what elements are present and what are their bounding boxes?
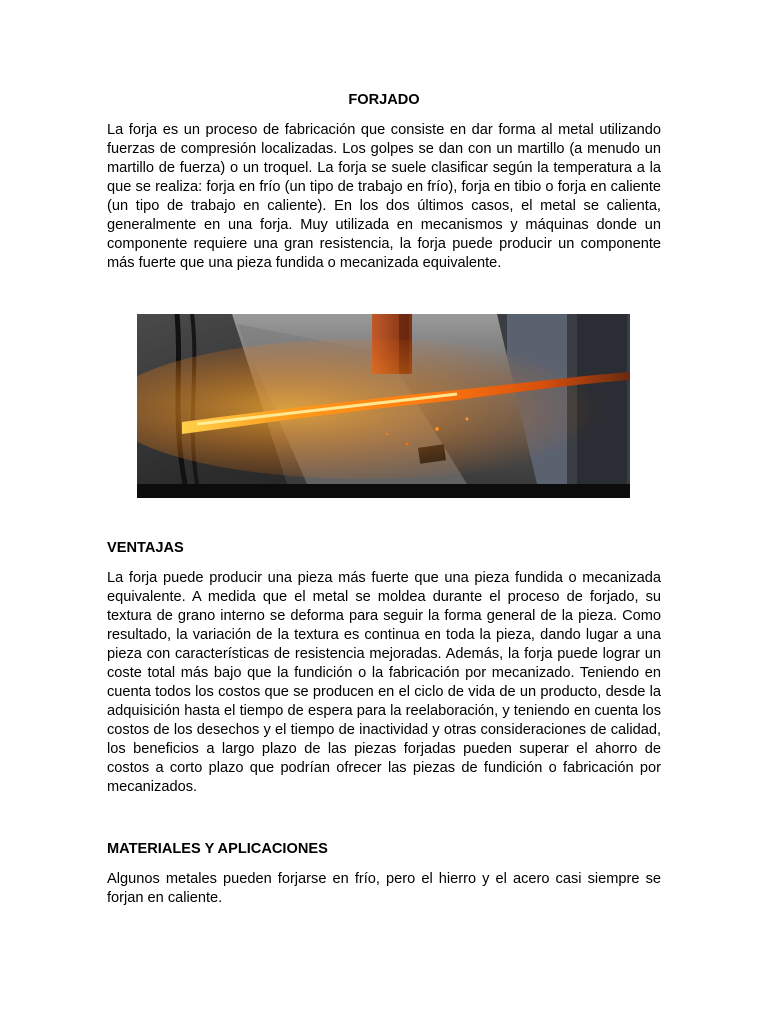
forging-photo [137,314,630,498]
forging-photo-graphic [137,314,630,498]
section-heading-materiales: MATERIALES Y APLICACIONES [107,841,328,857]
intro-paragraph: La forja es un proceso de fabricación que consiste en dar forma al metal utilizando fuerzas de compresión localizadas. Los golpes se dan con un martillo (a menudo un martillo de fuerza) o un troquel. La forja se suele clasificar según la temperatura a la que se realiza: forja en frío (un tipo de trabajo en frío), forja en tibio o forja en caliente (un tipo de trabajo en caliente). En los dos últimos casos, el metal se calienta, generalmente en una forja. Muy utilizada en mecanismos y máquinas donde un componente requiere una gran resistencia, la forja puede producir un componente más fuerte que una pieza fundida o mecanizada equivalente. [107,122,661,271]
ventajas-paragraph: La forja puede producir una pieza más fuerte que una pieza fundida o mecanizada equivalente. A medida que el metal se moldea durante el proceso de forjado, su textura de grano interno se deforma para seguir la forma general de la pieza. Como resultado, la variación de la textura es continua en toda la pieza, dando lugar a una pieza con características de resistencia mejoradas. Además, la forja puede lograr un coste total más bajo que la fundición o la fabricación por mecanizado. Teniendo en cuenta todos los costos que se producen en el ciclo de vida de un producto, desde la adquisición hasta el tiempo de espera para la reelaboración, y teniendo en cuenta los costos de los desechos y el tiempo de inactividad y otras consideraciones de calidad, los beneficios a largo plazo de las piezas forjadas pueden superar el ahorro de costos a corto plazo que podrían ofrecer las piezas de fundición o fabricación por mecanizados. [107,570,661,795]
materiales-paragraph: Algunos metales pueden forjarse en frío, pero el hierro y el acero casi siempre se forjan en caliente. [107,871,661,906]
section-heading-ventajas: VENTAJAS [107,540,184,556]
document-title: FORJADO [348,92,420,108]
